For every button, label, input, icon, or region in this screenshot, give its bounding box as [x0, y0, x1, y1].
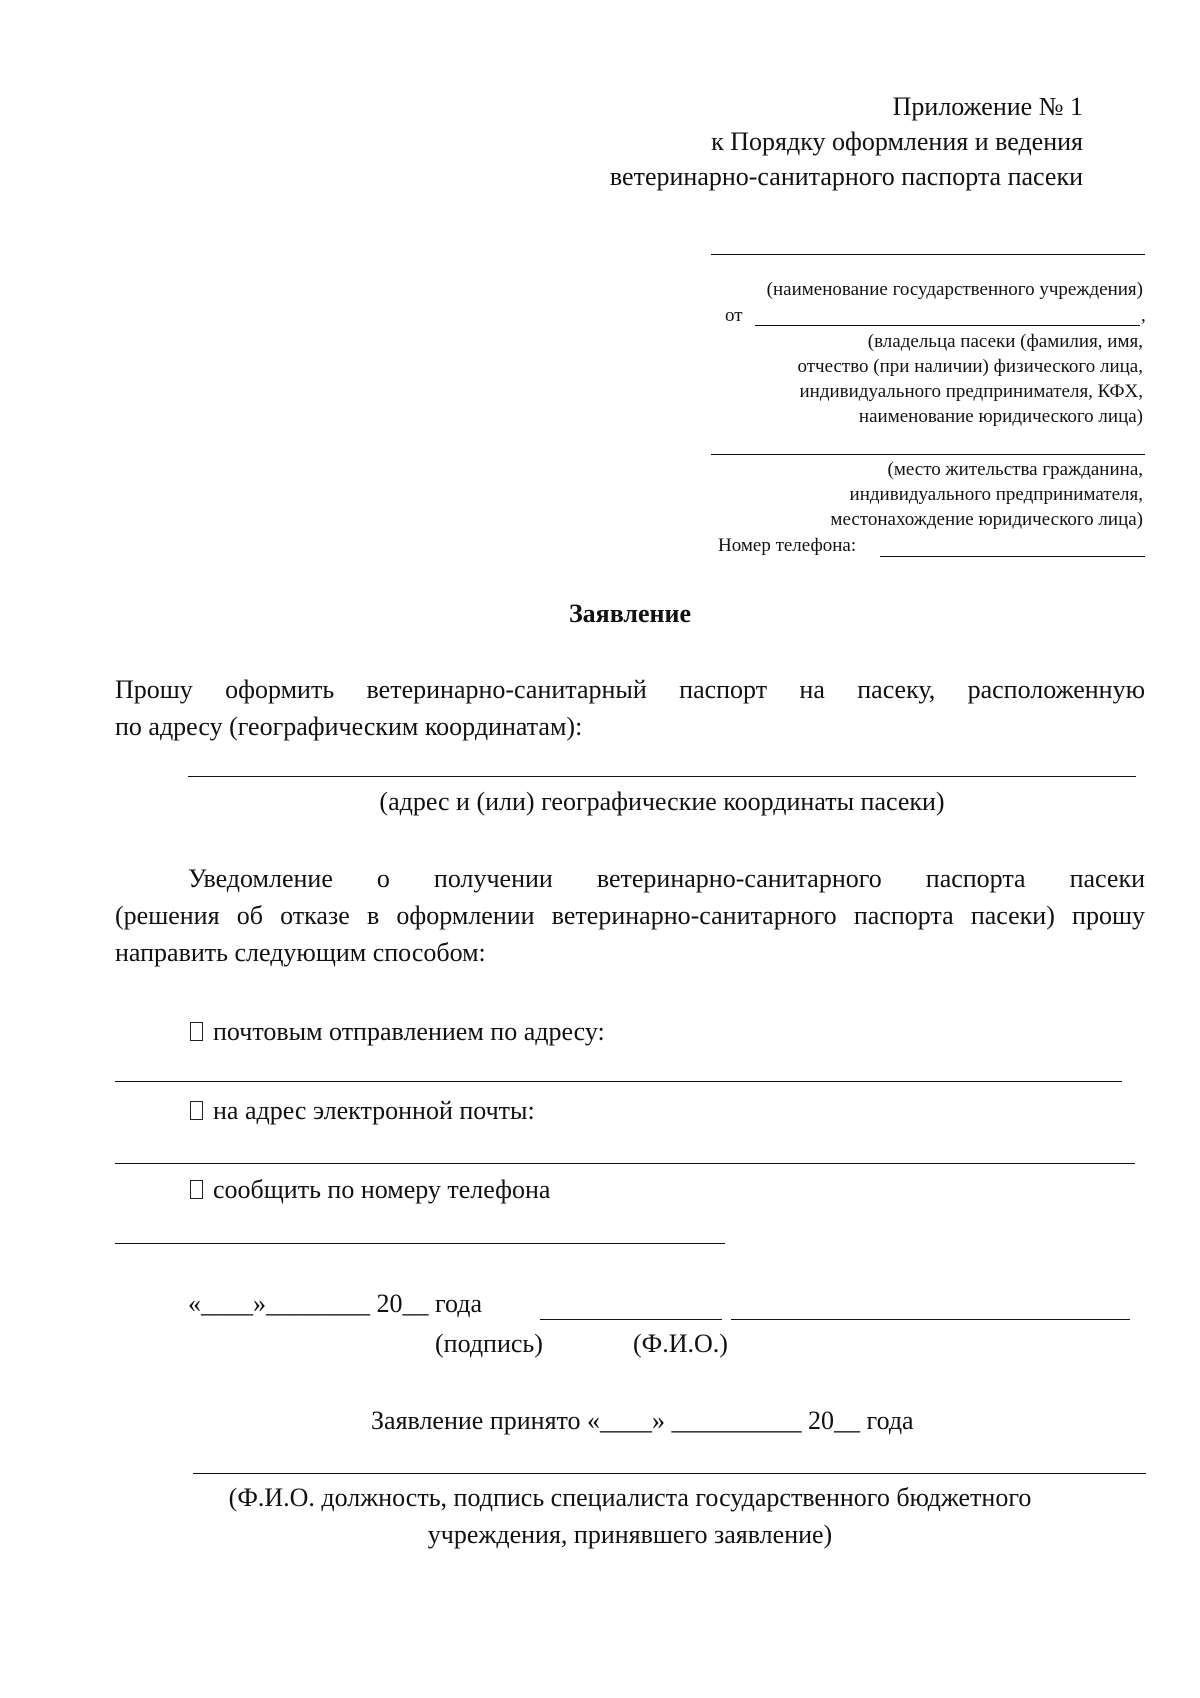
signature-field[interactable] — [540, 1319, 722, 1320]
phone-checkbox[interactable] — [190, 1180, 203, 1199]
notification-line-1: Уведомление о получении ветеринарно-санитарного паспорта пасеки — [188, 864, 1145, 893]
phone-label: Номер телефона: — [718, 535, 857, 556]
from-label: от — [725, 305, 743, 326]
option-postal-label: почтовым отправлением по адресу: — [213, 1017, 605, 1046]
notification-line-2: (решения об отказе в оформлении ветеринарно-санитарного паспорта пасеки) прошу — [115, 901, 1145, 930]
application-date: «____»________ 20__ года — [188, 1289, 483, 1318]
notification-line-3: направить следующим способом: — [115, 938, 486, 967]
address-caption-3: местонахождение юридического лица) — [830, 509, 1143, 530]
owner-caption-3: индивидуального предпринимателя, КФХ, — [799, 381, 1143, 402]
document-title: Заявление — [568, 599, 692, 628]
email-address-field[interactable] — [115, 1163, 1135, 1164]
phone-field[interactable] — [880, 556, 1145, 557]
acceptance-text: Заявление принято «____» __________ 20__ года — [371, 1406, 914, 1435]
apiary-address-caption: (адрес и (или) географические координаты пасеки) — [379, 787, 945, 816]
option-email-label: на адрес электронной почты: — [213, 1096, 535, 1125]
owner-caption-4: наименование юридического лица) — [858, 406, 1143, 427]
applicant-name-caption: (Ф.И.О.) — [633, 1329, 728, 1358]
request-line-1: Прошу оформить ветеринарно-санитарный паспорт на пасеку, расположенную — [115, 675, 1145, 704]
notify-phone-field[interactable] — [115, 1243, 725, 1244]
acceptance-caption-2: учреждения, принявшего заявление) — [427, 1520, 833, 1549]
institution-caption: (наименование государственного учреждения) — [766, 279, 1143, 300]
option-postal — [190, 1017, 605, 1047]
owner-caption-2: отчество (при наличии) физического лица, — [797, 356, 1143, 377]
appendix-subject: ветеринарно-санитарного паспорта пасеки — [609, 162, 1083, 191]
option-phone-label: сообщить по номеру телефона — [213, 1175, 551, 1204]
apiary-address-field[interactable] — [188, 776, 1136, 777]
option-email — [190, 1096, 535, 1126]
institution-name-field[interactable] — [711, 254, 1145, 255]
specialist-field[interactable] — [193, 1473, 1146, 1474]
from-comma: , — [1141, 305, 1146, 326]
option-phone — [190, 1175, 550, 1205]
acceptance-caption-1: (Ф.И.О. должность, подпись специалиста государственного бюджетного — [228, 1483, 1032, 1512]
appendix-number: Приложение № 1 — [892, 92, 1083, 121]
postal-address-field[interactable] — [115, 1081, 1122, 1082]
owner-name-field[interactable] — [755, 325, 1140, 326]
owner-address-field[interactable] — [711, 454, 1145, 455]
applicant-name-field[interactable] — [731, 1319, 1130, 1320]
request-line-2: по адресу (географическим координатам): — [115, 712, 583, 741]
owner-caption-1: (владельца пасеки (фамилия, имя, — [867, 331, 1143, 352]
postal-checkbox[interactable] — [190, 1022, 203, 1041]
address-caption-1: (место жительства гражданина, — [887, 459, 1143, 480]
email-checkbox[interactable] — [190, 1101, 203, 1120]
address-caption-2: индивидуального предпринимателя, — [849, 484, 1143, 505]
signature-caption: (подпись) — [435, 1329, 543, 1358]
appendix-reference: к Порядку оформления и ведения — [711, 127, 1083, 156]
